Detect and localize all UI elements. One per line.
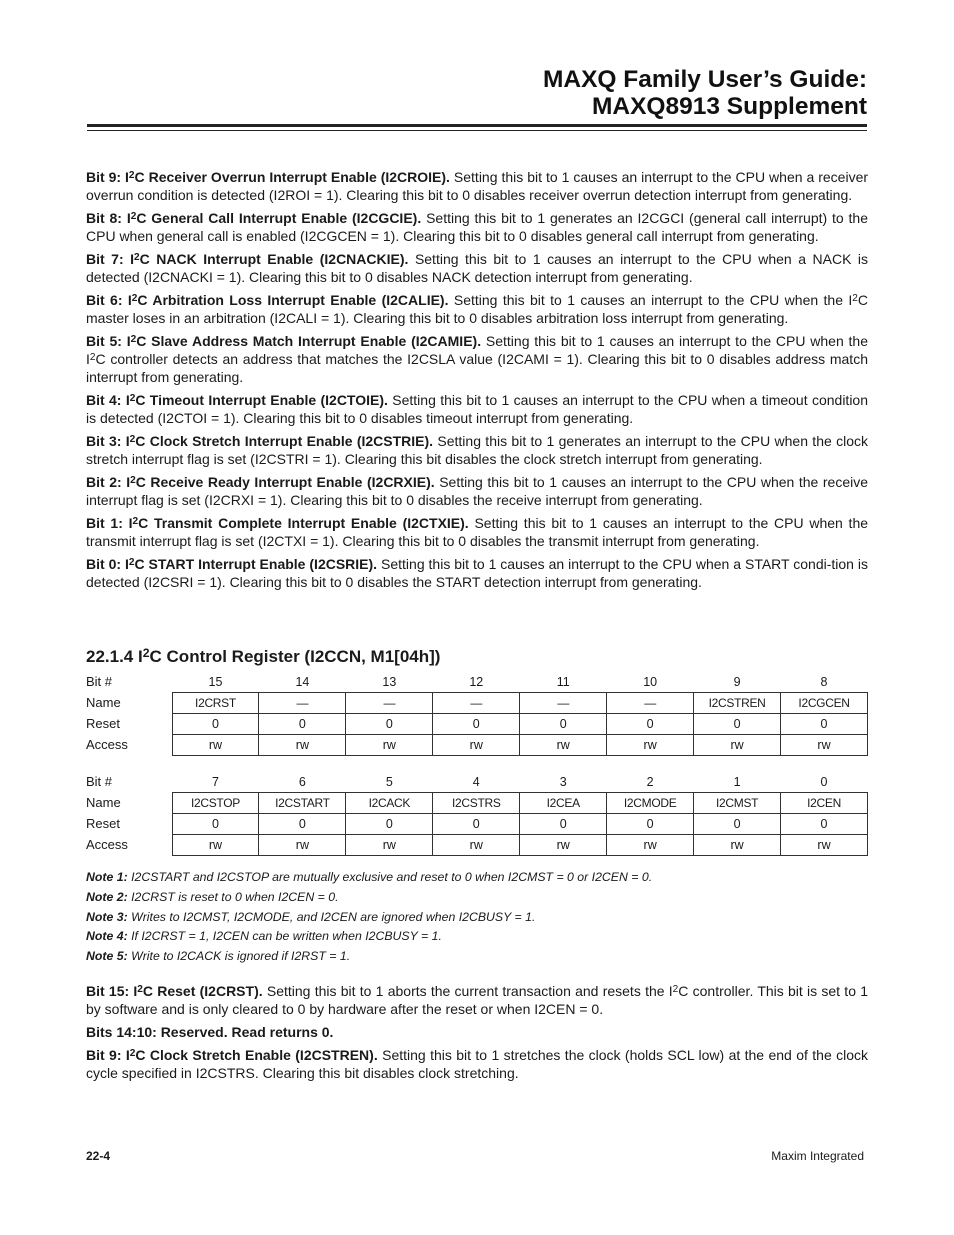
note-label: Note 1:: [86, 870, 128, 884]
reset-value: 0: [346, 714, 433, 735]
field-name: —: [259, 693, 346, 714]
bit-heading: [86, 474, 435, 490]
bit-heading-text: C NACK Interrupt Enable (I2CNACKIE).: [139, 251, 409, 267]
row-label: Bit #: [86, 774, 113, 790]
superscript-2: 2: [132, 515, 139, 527]
superscript-2: 2: [129, 433, 136, 445]
section-heading: 22.1.4 $I^2C$ Control Register (I2CCN, M1[04h]): [86, 646, 441, 666]
bit-paragraph: [86, 432, 868, 468]
bit-description-text: C master loses in an arbitration (I2CALI = 1). Clearing this bit to 0 disables arbitration loss interrupt from generating.: [86, 292, 868, 326]
field-name: I2CEA: [520, 793, 607, 814]
field-name: I2CSTRS: [433, 793, 520, 814]
superscript-2: 2: [128, 169, 135, 181]
access-type: rw: [520, 835, 607, 856]
field-name: I2CEN: [781, 793, 868, 814]
superscript-2: 2: [672, 983, 679, 995]
note-item: [86, 888, 868, 908]
control-bit-descriptions: [86, 982, 868, 1087]
header-rule-thick: [87, 124, 867, 127]
field-name: I2CSTART: [259, 793, 346, 814]
bit-heading-text: Bit 9: I: [86, 169, 129, 185]
reset-value: 0: [781, 814, 868, 835]
field-name: I2CMST: [694, 793, 781, 814]
bit-heading-text: Bits 14:10: Reserved. Read returns 0.: [86, 1024, 334, 1040]
note-item: [86, 908, 868, 928]
row-label: Bit #: [86, 674, 113, 690]
bit-description-text: Setting this bit to 1 aborts the current transaction and resets the I: [266, 983, 673, 999]
interrupt-enable-bit-descriptions: [86, 168, 868, 596]
bit-description-text: Setting this bit to 1 causes an interrupt to the CPU when the I: [453, 292, 853, 308]
register-row-reset: [86, 714, 868, 735]
row-label: Name: [86, 695, 121, 710]
superscript-2: 2: [131, 292, 138, 304]
access-type: rw: [172, 835, 259, 856]
bit-heading-text: C Timeout Interrupt Enable (I2CTOIE).: [135, 392, 388, 408]
reset-value: 0: [694, 814, 781, 835]
bit-heading-text: C Transmit Complete Interrupt Enable (I2CTXIE).: [138, 515, 469, 531]
reset-value: 0: [433, 814, 520, 835]
superscript-2: 2: [134, 251, 140, 263]
bit-description-text: C controller. This bit is set to 1 by software and is only cleared to 0 by hardware after the reset or when I2CEN = 0.: [86, 983, 869, 1017]
superscript-2: 2: [130, 474, 136, 486]
bit-heading: [86, 983, 263, 999]
superscript-2: 2: [129, 1047, 136, 1059]
bit-heading: [86, 169, 450, 185]
bit-heading-text: C Clock Stretch Enable (I2CSTREN).: [135, 1047, 378, 1063]
bit-heading-text: C START Interrupt Enable (I2CSRIE).: [134, 556, 378, 572]
bit-heading: [86, 1024, 333, 1040]
bit-heading: [86, 333, 481, 349]
bit-heading-text: Bit 2: I: [86, 474, 131, 490]
bit-heading: [86, 210, 421, 226]
bit-description-text: Setting this bit to 1 causes an interrupt to the CPU when a START condi-tion is detected (I2CSRI = 1). Clearing this bit to 0 disables the START detection interrupt from generating.: [86, 556, 868, 590]
bit-number: 8: [820, 675, 828, 689]
bit-number: 13: [382, 675, 397, 689]
field-name: —: [607, 693, 694, 714]
superscript-2: 2: [128, 556, 135, 568]
field-name: I2CSTREN: [694, 693, 781, 714]
bit-description-text: Setting this bit to 1 causes an interrupt to the CPU when the receive interrupt flag is set (I2CRXI = 1). Clearing this bit to 0 disables the receive interrupt from generating.: [86, 474, 869, 508]
superscript-2: 2: [130, 210, 137, 222]
register-table-lower: [86, 772, 868, 856]
bit-heading: [86, 1047, 378, 1063]
bit-paragraph: [86, 555, 868, 591]
bit-heading-text: Bit 15: I: [86, 983, 138, 999]
access-type: rw: [346, 735, 433, 756]
note-text: If I2CRST = 1, I2CEN can be written when I2CBUSY = 1.: [131, 929, 442, 944]
bit-heading-text: C Arbitration Loss Interrupt Enable (I2CALIE).: [137, 292, 449, 308]
superscript-2: 2: [89, 351, 96, 363]
bit-paragraph: [86, 209, 868, 245]
bit-heading-text: Bit 6: I: [86, 292, 132, 308]
register-table-upper: [86, 672, 868, 756]
row-label: Access: [86, 837, 128, 852]
row-label: Reset: [86, 716, 120, 731]
bit-heading-text: C Clock Stretch Interrupt Enable (I2CSTRIE).: [135, 433, 434, 449]
bit-heading-text: Bit 5: I: [86, 333, 131, 349]
register-row-access: [86, 735, 868, 756]
superscript-2: 2: [852, 292, 858, 304]
bit-description-text: C controller detects an address that matches the I2CSLA value (I2CAMI = 1). Clearing this bit to 0 disables address match interrupt from generating.: [86, 351, 868, 385]
reset-value: 0: [607, 714, 694, 735]
field-name: I2CGCEN: [781, 693, 868, 714]
access-type: rw: [520, 735, 607, 756]
bit-heading: [86, 292, 448, 308]
bit-paragraph: [86, 250, 868, 286]
bit-paragraph: [86, 332, 868, 386]
access-type: rw: [781, 735, 868, 756]
bit-paragraph: [86, 982, 868, 1018]
register-row-name: [86, 793, 868, 814]
bit-number: 6: [298, 775, 306, 789]
bit-number: 11: [556, 675, 570, 689]
bit-heading: [86, 515, 469, 531]
register-row-bit: [86, 772, 868, 793]
superscript-2: 2: [129, 392, 136, 404]
bit-number: 15: [208, 675, 223, 689]
register-row-name: [86, 693, 868, 714]
bit-paragraph: [86, 391, 868, 427]
bit-number: 1: [733, 775, 741, 789]
bit-heading-text: C Slave Address Match Interrupt Enable (I2CAMIE).: [136, 333, 482, 349]
access-type: rw: [433, 735, 520, 756]
bit-paragraph: [86, 1023, 868, 1041]
bit-heading: [86, 392, 388, 408]
bit-number: 4: [472, 775, 480, 789]
note-item: [86, 927, 868, 947]
header-title-line1: MAXQ Family User’s Guide:: [542, 66, 867, 93]
row-label: Access: [86, 737, 128, 752]
bit-heading-text: Bit 4: I: [86, 392, 130, 408]
bit-heading-text: Bit 9: I: [86, 1047, 130, 1063]
bit-heading-text: Bit 1: I: [86, 515, 133, 531]
note-text: Writes to I2CMST, I2CMODE, and I2CEN are ignored when I2CBUSY = 1.: [131, 909, 536, 924]
note-item: [86, 868, 868, 888]
bit-heading-text: C General Call Interrupt Enable (I2CGCIE).: [136, 210, 422, 226]
header-title-line2: MAXQ8913 Supplement: [591, 93, 867, 120]
reset-value: 0: [259, 814, 346, 835]
register-row-access: [86, 835, 868, 856]
bit-description-text: Setting this bit to 1 causes an interrupt to the CPU when a timeout condition is detected (I2CTOI = 1). Clearing this bit to 0 disables timeout interrupt from generating.: [86, 392, 869, 426]
bit-heading-text: Bit 7: I: [86, 251, 135, 267]
reset-value: 0: [346, 814, 433, 835]
bit-paragraph: [86, 168, 868, 204]
access-type: rw: [346, 835, 433, 856]
bit-number: 3: [559, 775, 567, 789]
register-row-bit: [86, 672, 868, 693]
bit-paragraph: [86, 473, 868, 509]
note-label: Note 4:: [86, 929, 128, 944]
bit-number: 12: [469, 675, 484, 689]
bit-description-text: Setting this bit to 1 causes an interrupt to the CPU when a receiver overrun condition is detected (I2ROI = 1). Clearing this bit to 0 disables receiver overrun detection interrupt from generating.: [86, 169, 869, 203]
reset-value: 0: [172, 714, 259, 735]
document-header: [543, 66, 867, 120]
note-text: Write to I2CACK is ignored if I2RST = 1.: [131, 949, 351, 964]
row-label: Reset: [86, 816, 120, 831]
field-name: —: [346, 693, 433, 714]
access-type: rw: [259, 735, 346, 756]
bit-heading: [86, 556, 377, 572]
reset-value: 0: [694, 714, 781, 735]
access-type: rw: [607, 835, 694, 856]
bit-heading-text: C Reset (I2CRST).: [142, 983, 263, 999]
field-name: I2CRST: [172, 693, 259, 714]
bit-number: 7: [211, 775, 219, 789]
bit-paragraph: [86, 1046, 868, 1082]
bit-paragraph: [86, 291, 868, 327]
page-number: 22-4: [86, 1149, 111, 1163]
field-name: —: [433, 693, 520, 714]
bit-description-text: Setting this bit to 1 generates an I2CGCI (general call interrupt) to the CPU when general call is enabled (I2CGCEN = 1). Clearing this bit to 0 disables general call interrupt from generating.: [86, 210, 869, 244]
access-type: rw: [172, 735, 259, 756]
header-rule-thin: [87, 130, 867, 131]
field-name: —: [520, 693, 607, 714]
bit-heading-text: C Receiver Overrun Interrupt Enable (I2CROIE).: [134, 169, 450, 185]
reset-value: 0: [520, 714, 607, 735]
bit-heading-text: Bit 8: I: [86, 210, 131, 226]
footer-company: Maxim Integrated: [771, 1149, 864, 1163]
note-text: I2CRST is reset to 0 when I2CEN = 0.: [131, 889, 339, 904]
access-type: rw: [781, 835, 868, 856]
superscript-2: 2: [130, 333, 137, 345]
access-type: rw: [694, 835, 781, 856]
bit-description-text: Setting this bit to 1 causes an interrupt to the CPU when the transmit interrupt flag is set (I2CTXI = 1). Clearing this bit to 0 disables the transmit interrupt from generating.: [86, 515, 869, 549]
access-type: rw: [259, 835, 346, 856]
access-type: rw: [694, 735, 781, 756]
bit-description-text: Setting this bit to 1 generates an interrupt to the CPU when the clock stretch interrupt flag is set (I2CSTRI = 1). Clearing this bit disables the clock stretch interrupt from generating.: [86, 433, 868, 467]
bit-paragraph: [86, 514, 868, 550]
bit-number: 9: [733, 675, 741, 689]
note-label: Note 5:: [86, 949, 128, 964]
bit-description-text: Setting this bit to 1 stretches the clock (holds SCL low) at the end of the clock cycle specified in I2CSTRS. Clearing this bit disables clock stretching.: [86, 1047, 869, 1081]
reset-value: 0: [433, 714, 520, 735]
note-text: I2CSTART and I2CSTOP are mutually exclusive and reset to 0 when I2CMST = 0 or I2CEN = 0.: [131, 870, 653, 884]
access-type: rw: [433, 835, 520, 856]
reset-value: 0: [172, 814, 259, 835]
bit-description-text: Setting this bit to 1 causes an interrupt to the CPU when a NACK is detected (I2CNACKI = 1). Clearing this bit to 0 disables NACK detection interrupt from generating.: [86, 251, 869, 285]
bit-heading-text: Bit 0: I: [86, 556, 129, 572]
field-name: I2CMODE: [607, 793, 694, 814]
superscript-2: 2: [137, 983, 143, 995]
bit-heading-text: Bit 3: I: [86, 433, 130, 449]
bit-number: 5: [385, 775, 393, 789]
reset-value: 0: [781, 714, 868, 735]
bit-description-text: Setting this bit to 1 causes an interrupt to the CPU when the I: [86, 333, 868, 367]
note-item: [86, 947, 868, 967]
note-label: Note 2:: [86, 889, 128, 904]
reset-value: 0: [520, 814, 607, 835]
reset-value: 0: [259, 714, 346, 735]
bit-number: 10: [643, 675, 658, 689]
field-name: I2CACK: [346, 793, 433, 814]
bit-number: 0: [820, 775, 828, 789]
bit-heading: [86, 251, 408, 267]
bit-heading: [86, 433, 433, 449]
bit-heading-text: C Receive Ready Interrupt Enable (I2CRXIE).: [135, 474, 435, 490]
register-row-reset: [86, 814, 868, 835]
note-label: Note 3:: [86, 909, 128, 924]
reset-value: 0: [607, 814, 694, 835]
bit-number: 14: [295, 675, 310, 689]
access-type: rw: [607, 735, 694, 756]
field-name: I2CSTOP: [172, 793, 259, 814]
row-label: Name: [86, 795, 121, 810]
bit-number: 2: [646, 775, 654, 789]
register-notes: [86, 868, 868, 967]
